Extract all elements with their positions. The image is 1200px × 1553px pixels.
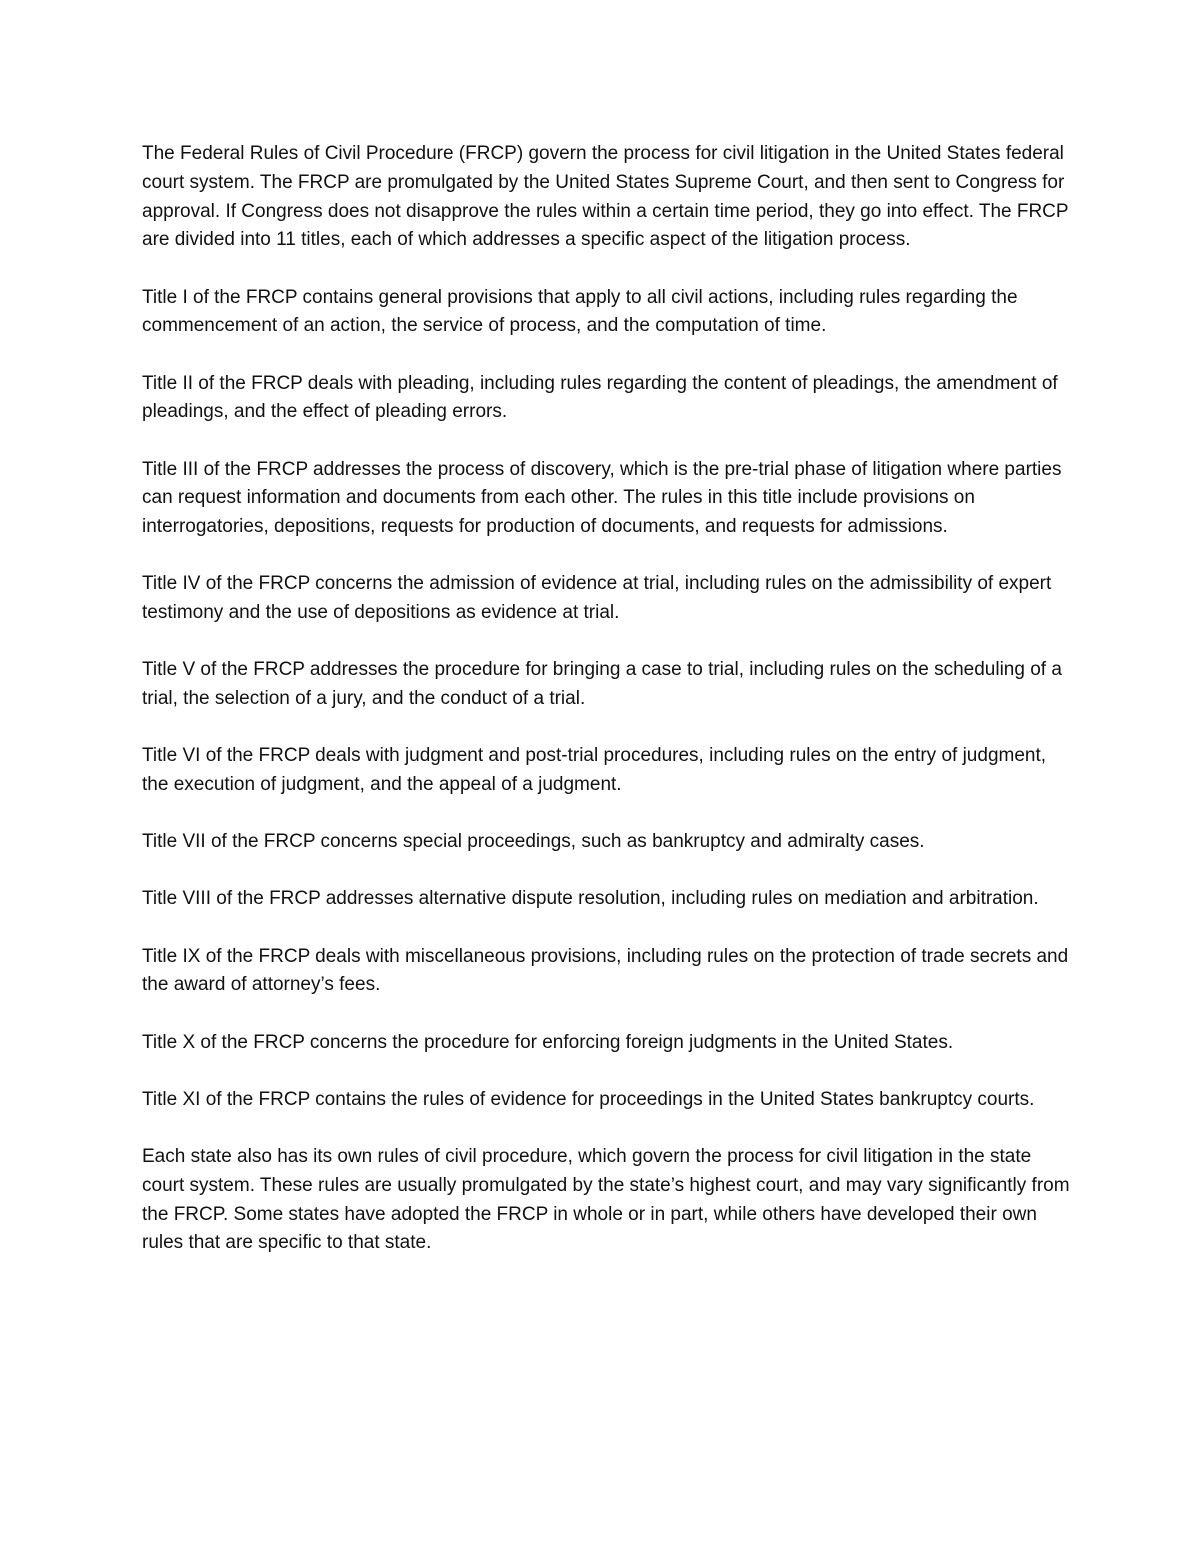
paragraph-state-rules: Each state also has its own rules of civil procedure, which govern the process for civil litigation in the state court system. These rules are usually promulgated by the state’s highest court, and may vary significantly from the FRCP. Some states have adopted the FRCP in whole or in part, while others have developed their own rules that are specific to that state. [142,1146,1070,1254]
paragraph-title-i: Title I of the FRCP contains general provisions that apply to all civil actions, including rules regarding the commencement of an action, the service of process, and the computation of time. [142,286,1018,337]
paragraph-title-iii: Title III of the FRCP addresses the process of discovery, which is the pre-trial phase of litigation where parties can request information and documents from each other. The rules in this title include provisions on interrogatories, depositions, requests for production of documents, and requests for admissions. [142,458,1062,538]
paragraph-title-ix: Title IX of the FRCP deals with miscellaneous provisions, including rules on the protection of trade secrets and the award of attorney’s fees. [142,945,1069,996]
paragraph-title-vi: Title VI of the FRCP deals with judgment and post-trial procedures, including rules on the entry of judgment, the execution of judgment, and the appeal of a judgment. [142,745,1047,796]
paragraph-title-x: Title X of the FRCP concerns the procedure for enforcing foreign judgments in the United States. [142,1031,954,1053]
document-body [142,140,1072,1287]
paragraph-intro: The Federal Rules of Civil Procedure (FRCP) govern the process for civil litigation in the United States federal court system. The FRCP are promulgated by the United States Supreme Court, and then sent to Congress for approval. If Congress does not disapprove the rules within a certain time period, they go into effect. The FRCP are divided into 11 titles, each of which addresses a specific aspect of the litigation process. [142,143,1069,251]
paragraph-title-viii: Title VIII of the FRCP addresses alternative dispute resolution, including rules on mediation and arbitration. [142,888,1039,910]
paragraph-title-ii: Title II of the FRCP deals with pleading, including rules regarding the content of pleadings, the amendment of pleadings, and the effect of pleading errors. [142,372,1058,423]
paragraph-title-vii: Title VII of the FRCP concerns special proceedings, such as bankruptcy and admiralty cases. [142,831,925,853]
paragraph-title-xi: Title XI of the FRCP contains the rules of evidence for proceedings in the United States bankruptcy courts. [142,1088,1035,1110]
paragraph-title-v: Title V of the FRCP addresses the procedure for bringing a case to trial, including rules on the scheduling of a trial, the selection of a jury, and the conduct of a trial. [142,659,1062,710]
paragraph-title-iv: Title IV of the FRCP concerns the admission of evidence at trial, including rules on the admissibility of expert testimony and the use of depositions as evidence at trial. [142,573,1052,624]
